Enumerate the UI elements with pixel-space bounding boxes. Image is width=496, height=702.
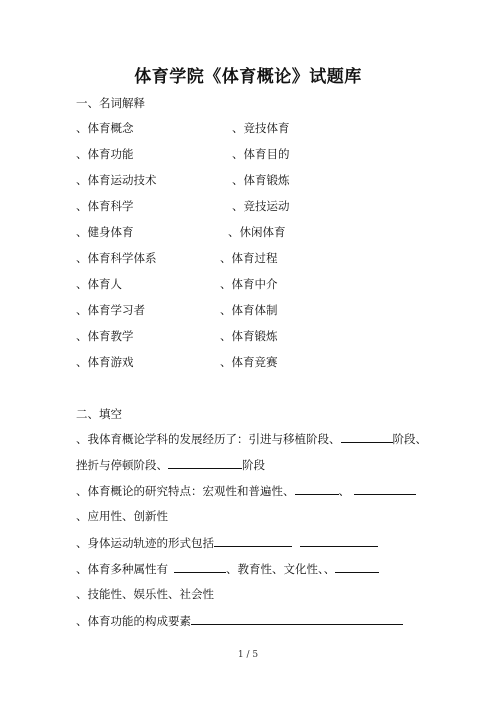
answer-blank [341, 430, 393, 443]
term-right: 、体育目的 [232, 147, 290, 161]
page-number: 1 / 5 [237, 650, 259, 660]
term-left: 、体育教学 [76, 329, 134, 343]
term-right: 、体育过程 [220, 251, 278, 265]
term-right: 、体育锻炼 [220, 329, 278, 343]
question-text: 、体育多种属性有 [76, 562, 168, 576]
answer-blank [174, 560, 226, 573]
term-right: 、竞技运动 [232, 199, 290, 213]
answer-blank [354, 482, 416, 495]
question-text: 、 [338, 484, 350, 498]
question-text: 、体育概论的研究特点：宏观性和普遍性、 [76, 484, 295, 498]
question-1-line-1 [76, 430, 427, 447]
term-left: 、体育游戏 [76, 355, 134, 369]
question-text: 、身体运动轨迹的形式包括 [76, 536, 214, 550]
answer-blank [214, 534, 292, 547]
term-left: 、体育功能 [76, 147, 134, 161]
term-left: 、体育科学体系 [76, 251, 157, 265]
page-title: 体育学院《体育概论》试题库 [134, 67, 362, 87]
question-text: 、技能性、娱乐性、社会性 [76, 587, 214, 601]
term-left: 、体育人 [76, 277, 122, 291]
term-right: 、体育竞赛 [220, 355, 278, 369]
term-right: 、体育锻炼 [232, 173, 290, 187]
question-2-line-1 [76, 482, 416, 499]
question-4-line-2 [76, 586, 214, 602]
term-right: 、体育体制 [220, 303, 278, 317]
question-text: 、教育性、文化性、、 [226, 562, 336, 576]
term-left: 、健身体育 [76, 225, 134, 239]
question-text: 、体育功能的构成要素 [76, 614, 191, 628]
question-4-line-1 [76, 560, 379, 577]
question-text: 、应用性、创新性 [76, 509, 168, 523]
question-3-line-1 [76, 534, 378, 551]
question-text: 阶段 [242, 458, 265, 472]
term-left: 、体育概念 [76, 121, 134, 135]
answer-blank [335, 560, 379, 573]
term-right: 、体育中介 [220, 277, 278, 291]
answer-blank [168, 456, 242, 469]
section-heading-fill-blank: 二、填空 [76, 407, 122, 421]
section-heading-definitions: 一、名词解释 [76, 96, 145, 110]
question-text: 、我体育概论学科的发展经历了：引进与移植阶段、 [76, 432, 341, 446]
term-right: 、竞技体育 [232, 121, 290, 135]
term-right: 、休闲体育 [228, 225, 286, 239]
term-left: 、体育运动技术 [76, 173, 157, 187]
question-text: 挫折与停顿阶段、 [76, 458, 168, 472]
question-text: 阶段、 [392, 432, 427, 446]
answer-blank [295, 482, 339, 495]
term-left: 、体育学习者 [76, 303, 145, 317]
question-2-line-2 [76, 508, 168, 524]
question-5-line-1 [76, 612, 403, 629]
answer-blank [300, 534, 378, 547]
answer-blank [191, 612, 403, 625]
term-left: 、体育科学 [76, 199, 134, 213]
question-1-line-2 [76, 456, 265, 473]
